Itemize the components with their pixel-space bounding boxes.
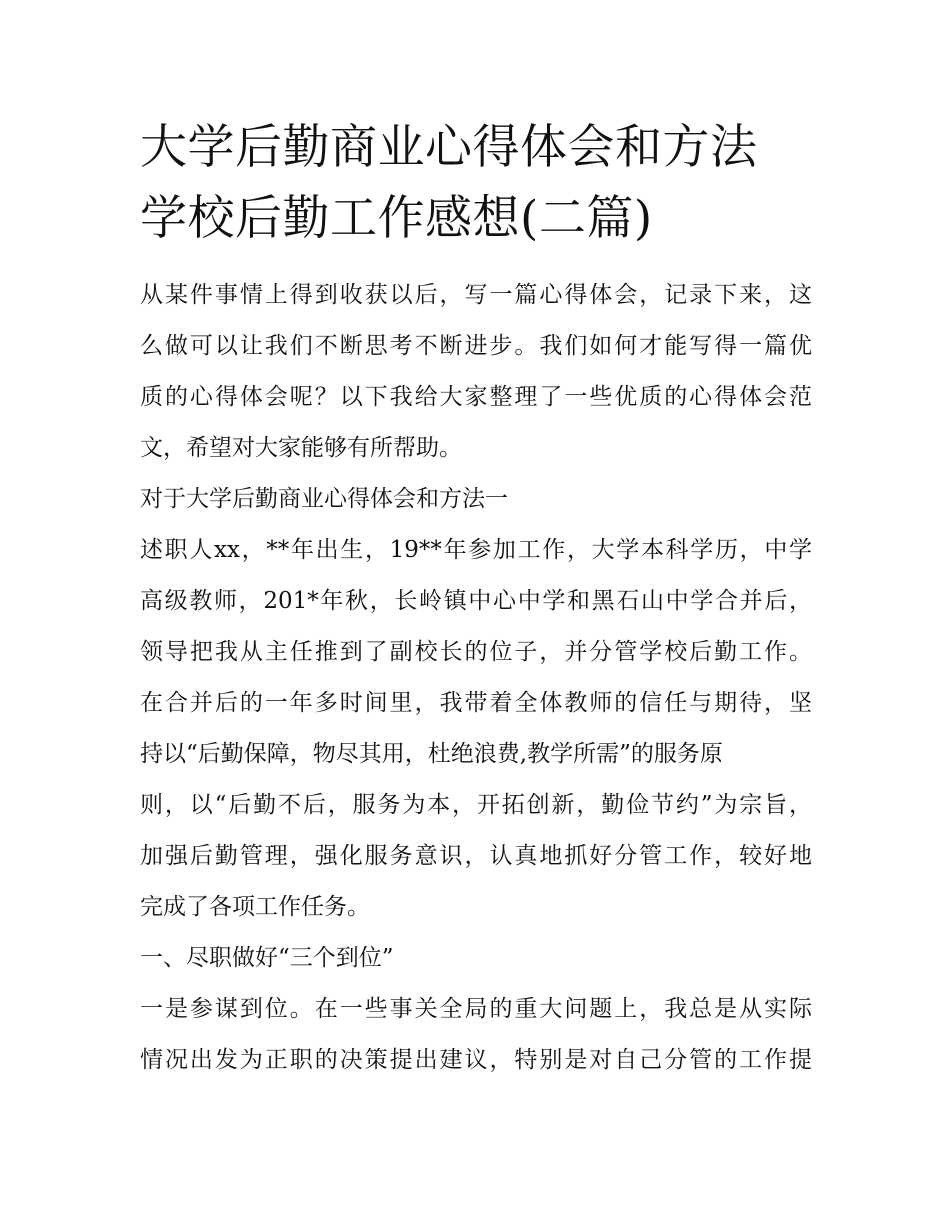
document-title: [140, 112, 812, 254]
body-line-2: 么做可以让我们不断思考不断进步。我们如何才能写得一篇优: [140, 333, 812, 359]
body-line-11: 则，以“后勤不后，服务为本，开拓创新，勤俭节约”为宗旨，: [140, 792, 812, 818]
section-heading-1: 对于大学后勤商业心得体会和方法一: [140, 486, 508, 512]
body-line-3: 质的心得体会呢？以下我给大家整理了一些优质的心得体会范: [140, 384, 812, 410]
body-line-8: 领导把我从主任推到了副校长的位子，并分管学校后勤工作。: [140, 639, 812, 665]
body-line-6: 述职人xx，**年出生，19**年参加工作，大学本科学历，中学: [140, 537, 812, 563]
section-heading-2: 一、尽职做好“三个到位”: [140, 945, 394, 971]
body-line-9: 在合并后的一年多时间里，我带着全体教师的信任与期待，坚: [140, 690, 812, 716]
body-line-16: 情况出发为正职的决策提出建议，特别是对自己分管的工作提: [140, 1047, 812, 1073]
title-line-2: 学校后勤工作感想(二篇): [140, 191, 653, 246]
title-line-1: 大学后勤商业心得体会和方法: [140, 120, 758, 175]
body-line-15: 一是参谋到位。在一些事关全局的重大问题上，我总是从实际: [140, 996, 812, 1022]
body-line-7: 高级教师，201*年秋，长岭镇中心中学和黑石山中学合并后，: [140, 588, 812, 614]
document-page: [140, 112, 812, 1086]
body-line-12: 加强后勤管理，强化服务意识，认真地抓好分管工作，较好地: [140, 843, 812, 869]
body-line-13: 完成了各项工作任务。: [140, 894, 370, 920]
body-line-4: 文，希望对大家能够有所帮助。: [140, 435, 462, 461]
body-line-1: 从某件事情上得到收获以后，写一篇心得体会，记录下来，这: [140, 282, 812, 308]
body-line-10: 持以“后勤保障，物尽其用，杜绝浪费,教学所需”的服务原: [140, 741, 723, 767]
document-body: [140, 270, 812, 1086]
